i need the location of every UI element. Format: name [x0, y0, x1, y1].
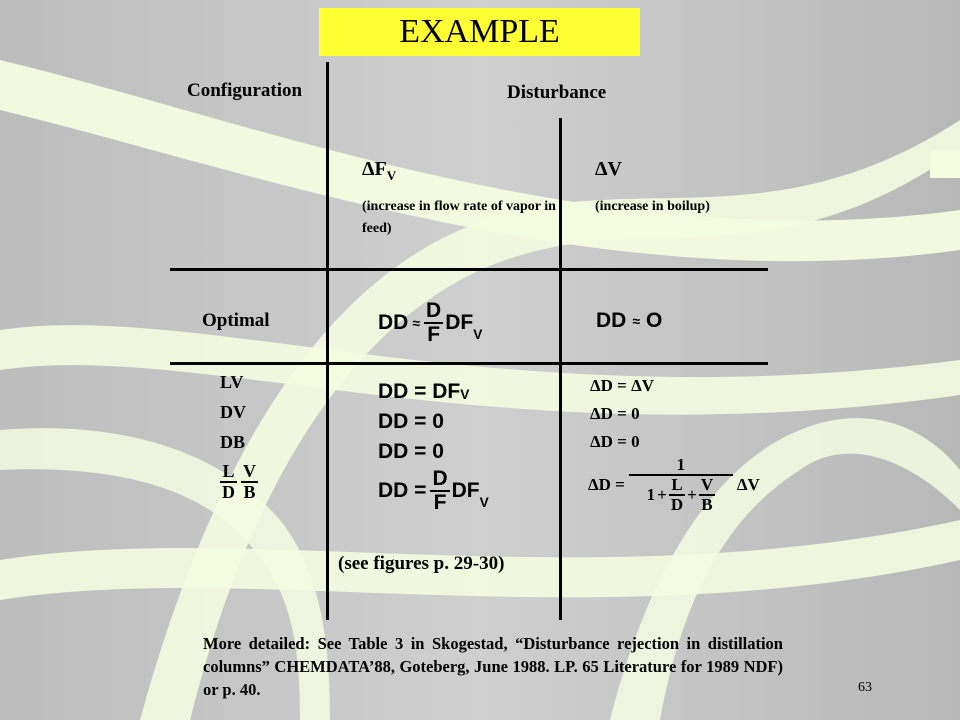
- disturbance-dv-description: (increase in boilup): [595, 199, 710, 214]
- ratio-dv-equation: ΔD = 1 1 + $\frac{L}{D}$ + $\frac{V}{B}$ ΔV: [588, 455, 760, 514]
- horizontal-divider-top: [170, 268, 768, 271]
- config-label-db: DB: [220, 432, 246, 452]
- optimal-label: Optimal: [202, 310, 270, 331]
- disturbance-header: Disturbance: [507, 82, 607, 103]
- vertical-divider-right: [559, 118, 562, 620]
- configuration-header: Configuration: [187, 80, 303, 101]
- disturbance-dfv-symbol: $\Delta F_V$: [362, 158, 397, 183]
- lv-dv-equation: ΔD = ΔV: [590, 376, 655, 395]
- config-label-dv: DV: [220, 402, 246, 422]
- vertical-divider-left: [326, 62, 329, 620]
- dv-dfv-equation: DD = 0: [378, 410, 444, 433]
- db-dfv-equation: DD = 0: [378, 440, 444, 463]
- disturbance-dv-symbol: ΔV: [595, 158, 622, 180]
- optimal-dv-equation: DD ≈ O: [596, 309, 663, 332]
- footnote-reference: More detailed: See Table 3 in Skogestad, “Disturbance rejection in distillation columns” CHEMDATA’88, Goteberg, June 1988. LP. 65 Literature for 1989 NDF) or p. 40.: [203, 634, 783, 699]
- dv-dv-equation: ΔD = 0: [590, 404, 640, 423]
- disturbance-dfv-description: (increase in flow rate of vapor in feed): [362, 199, 556, 236]
- lv-dfv-equation: DD = DF V: [378, 380, 470, 403]
- ratio-dfv-equation: DD = $\frac{D}{F}$ DF $_V$: [378, 467, 489, 515]
- config-label-lv: LV: [220, 372, 244, 392]
- optimal-dfv-equation: DD ≈ $\frac{D}{F}$ DF $_V$: [378, 299, 483, 347]
- config-label-ratio: $\frac{L}{D}$ $\frac{V}{B}$: [222, 461, 256, 502]
- horizontal-divider-bottom: [170, 362, 768, 365]
- see-figures-note: (see figures p. 29-30): [338, 553, 505, 574]
- slide-title: EXAMPLE: [319, 8, 640, 56]
- db-dv-equation: ΔD = 0: [590, 432, 640, 451]
- page-number: 63: [858, 680, 872, 695]
